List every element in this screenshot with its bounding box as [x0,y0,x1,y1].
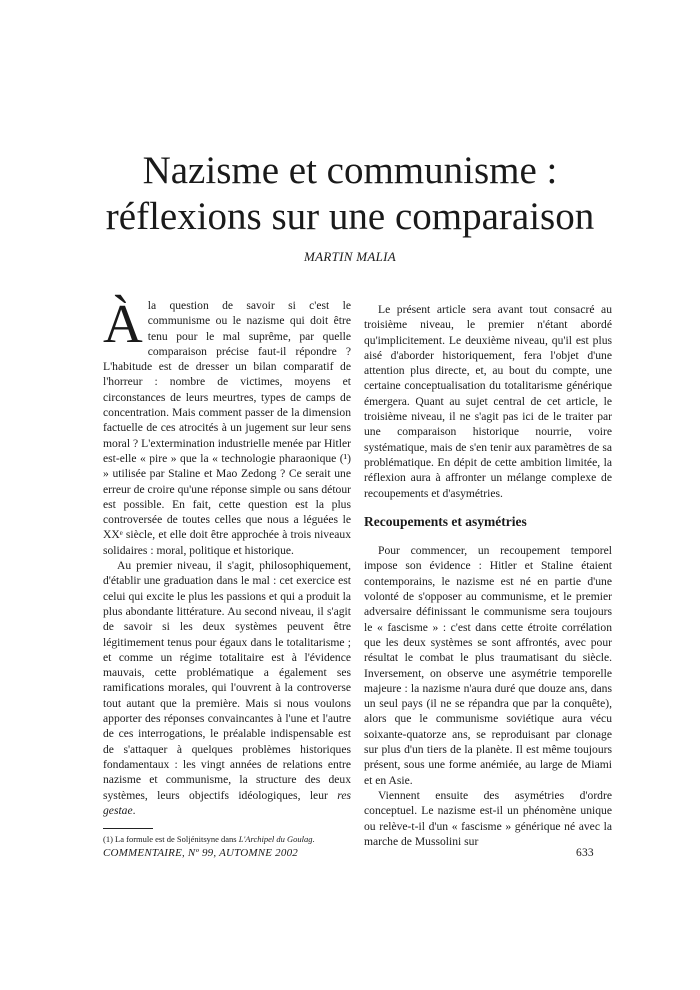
footnote-source: L'Archipel du Goulag [238,834,313,845]
article-title [40,148,660,240]
author-name: MARTIN MALIA [303,249,397,264]
paragraph-1 [103,293,351,558]
footnote-rule [103,828,153,829]
page-number: 633 [576,847,594,859]
footnote-text: (1) La formule est de Soljénitsyne dans [103,834,237,845]
title-line-2: réflexions sur une comparaison [105,195,595,238]
paragraph-5: Viennent ensuite des asymétries d'ordre conceptuel. Le nazisme est-il un phénomène unique ou relève-t-il d'un « fascisme » générique né avec la marche de Mussolini sur [364,788,612,848]
footnote [103,834,351,845]
paragraph-2-end: . [132,803,136,817]
drop-cap: À [103,293,143,354]
paragraph-2-italic: res gestae [103,788,351,817]
section-heading: Recoupements et asymétries [364,513,527,529]
title-line-1: Nazisme et communisme : [142,149,558,192]
paragraph-2 [103,558,351,818]
footnote-end: . [312,834,315,845]
paragraph-4: Pour commencer, un recoupement temporel impose son évidence : Hitler et Staline étaient contemporains, le nazisme est né en partie d'une volonté de s'opposer au communisme, et le premier adversaire définissant le communisme sera toujours le « fascisme » : c'est dans cette étroite corrélation que les deux systèmes se sont affrontés, avec pour résultat le combat le plus traumatisant du siècle. Inversement, on observe une asymétrie temporelle majeure : la nazisme n'aura duré que douze ans, dans un seul pays (il ne se répandra que par la conquête), alors que le communisme soviétique aura vécu soixante-quatorze ans, se reproduisant par clonage sur plus d'un tiers de la planète. Il est même toujours présent, sous une forme anémiée, au large de Miami et en Asie. [364,544,612,787]
paragraph-3: Le présent article sera avant tout consacré au troisième niveau, le premier n'étant abordé qu'implicitement. Le deuxième niveau, qu'il est plus aisé d'aborder historiquement, fera l'objet d'une attention plus directe, et, au bout du compte, une certaine conceptualisation du totalitarisme générique émergera. Quant au sujet central de cet article, le troisième niveau, il ne s'agit pas ici de le traiter par une comparaison historique nourrie, voire systématique, mais de s'en tenir aux paramètres de sa problématique. En dépit de cette ambition limitée, la réflexion aura à affronter un mélange complexe de recoupements et d'asymétries. [364,303,612,500]
right-column [364,302,612,849]
journal-citation: COMMENTAIRE, Nº 99, AUTOMNE 2002 [103,847,298,859]
paragraph-2-text: Au premier niveau, il s'agit, philosophiquement, d'établir une graduation dans le mal : cet exercice est celui qui excite le plus les passions et qui a produit la plus abondante littérature. Au second niveau, il s'agit de savoir si les deux systèmes peuvent être légitimement tenus pour égaux dans le totalitarisme ; et comme un régime totalitaire est à l'évidence mauvais, cette problématique a également ses ramifications morales, qui l'ouvrent à la controverse tout autant que la première. Mais si nous voulons apporter des réponses convaincantes à l'une et l'autre de ces interrogations, le préalable indispensable est de s'attaquer à quelques problèmes historiques fondamentaux : les vingt années de relations entre nazisme et communisme, la structure des deux systèmes, leurs objectifs idéologiques, leur [103,559,351,802]
paragraph-1-text: la question de savoir si c'est le communisme ou le nazisme qui doit être tenu pour le mal suprême, par quelle comparaison précise faut-il répondre ? L'habitude est de dresser un bilan comparatif de l'horreur : nombre de victimes, moyens et circonstances de leurs meurtres, types de camps de concentration. Mais comment passer de la dimension factuelle de ces atrocités à un jugement sur leur sens moral ? L'extermination industrielle menée par Hitler est-elle « pire » que la « technologie pharaonique (¹) » utilisée par Staline et Mao Zedong ? Ce serait une erreur de croire qu'une réponse simple ou sans détour est possible. En fait, cette question est la plus controversée de toutes celles que nous a léguées le XXᵉ siècle, et elle doit être approchée à trois niveaux solidaires : moral, politique et historique. [103,299,351,557]
left-column [103,293,351,845]
